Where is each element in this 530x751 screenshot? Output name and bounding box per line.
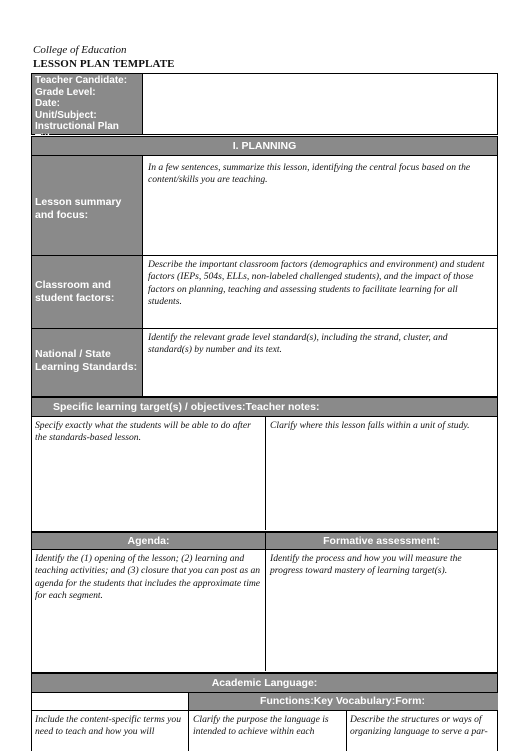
key-vocabulary-field[interactable]: Include the content-specific terms you need to teach and how you will [35, 714, 181, 738]
agenda-heading-row [31, 532, 498, 550]
targets-heading-text: Specific learning target(s) / objectives:Teacher notes: [53, 401, 320, 413]
instructional-plan-title-label: Instructional Plan [35, 121, 119, 133]
date-label: Date: [35, 98, 61, 110]
planning-heading [31, 136, 498, 156]
classroom-factors-label-line1: Classroom and [35, 279, 111, 291]
functions-field[interactable]: Clarify the purpose the language is intended to achieve within each [193, 714, 329, 738]
planning-table [31, 156, 498, 397]
planning-heading-text: I. PLANNING [232, 140, 297, 152]
lesson-summary-label-line2: and focus: [35, 209, 89, 221]
formative-assessment-heading: Formative assessment: [323, 535, 440, 547]
classroom-factors-label [35, 279, 114, 305]
agenda-table [31, 550, 498, 673]
form-field[interactable]: Describe the structures or ways of organizing language to serve a par- [350, 714, 488, 738]
learning-standards-label-line2: Learning Standards: [35, 361, 138, 373]
teacher-notes-field[interactable]: Clarify where this lesson falls within a unit of study. [270, 420, 470, 431]
info-entry-field[interactable] [143, 74, 497, 134]
lesson-summary-label [35, 196, 121, 222]
formative-assessment-field[interactable]: Identify the process and how you will measure the progress toward mastery of learning target(s). [270, 553, 462, 577]
agenda-heading: Agenda: [127, 535, 170, 547]
academic-subheading: Functions:Key Vocabulary:Form: [260, 695, 425, 707]
classroom-factors-field[interactable]: Describe the important classroom factors (demographics and environment) and student factors (IEPs, 504s, ELLs, non-labeled challenged students), and the impact of those factors on planning, teaching and assessing students to facilitate learning for all students. [148, 259, 485, 307]
learning-targets-field[interactable]: Specify exactly what the students will be able to do after the standards-based lesson. [35, 420, 251, 444]
learning-standards-field[interactable]: Identify the relevant grade level standard(s), including the strand, cluster, and standard(s) by number and its text. [148, 332, 448, 356]
row-divider [32, 255, 497, 256]
classroom-factors-label-line2: student factors: [35, 292, 115, 304]
info-section [31, 73, 498, 135]
learning-standards-label [35, 348, 137, 374]
learning-standards-label-line1: National / State [35, 348, 111, 360]
academic-language-heading [31, 673, 498, 693]
row-divider [32, 328, 497, 329]
document-title: LESSON PLAN TEMPLATE [33, 58, 175, 70]
lesson-summary-label-line1: Lesson summary [35, 196, 122, 208]
academic-language-heading-text: Academic Language: [211, 677, 318, 689]
unit-subject-label: Unit/Subject: [35, 109, 97, 121]
info-labels [35, 75, 142, 145]
lesson-summary-field[interactable]: In a few sentences, summarize this lesson, identifying the central focus based on the content/skills you are teaching. [148, 162, 471, 186]
academic-subheading-row [31, 693, 498, 711]
column-divider [346, 711, 347, 751]
column-divider [188, 711, 189, 751]
targets-heading [31, 397, 498, 417]
column-divider [265, 417, 266, 530]
grade-level-label: Grade Level: [35, 86, 96, 98]
agenda-field[interactable]: Identify the (1) opening of the lesson; (2) learning and teaching activities; and (3) closure that you can post as an agenda for the students that includes the approximate time for each segment. [35, 553, 261, 601]
info-label-cell [32, 74, 143, 134]
teacher-candidate-label: Teacher Candidate: [35, 75, 128, 86]
column-divider [265, 550, 266, 671]
academic-table [31, 711, 498, 751]
targets-table [31, 417, 498, 532]
college-name: College of Education [33, 44, 127, 56]
